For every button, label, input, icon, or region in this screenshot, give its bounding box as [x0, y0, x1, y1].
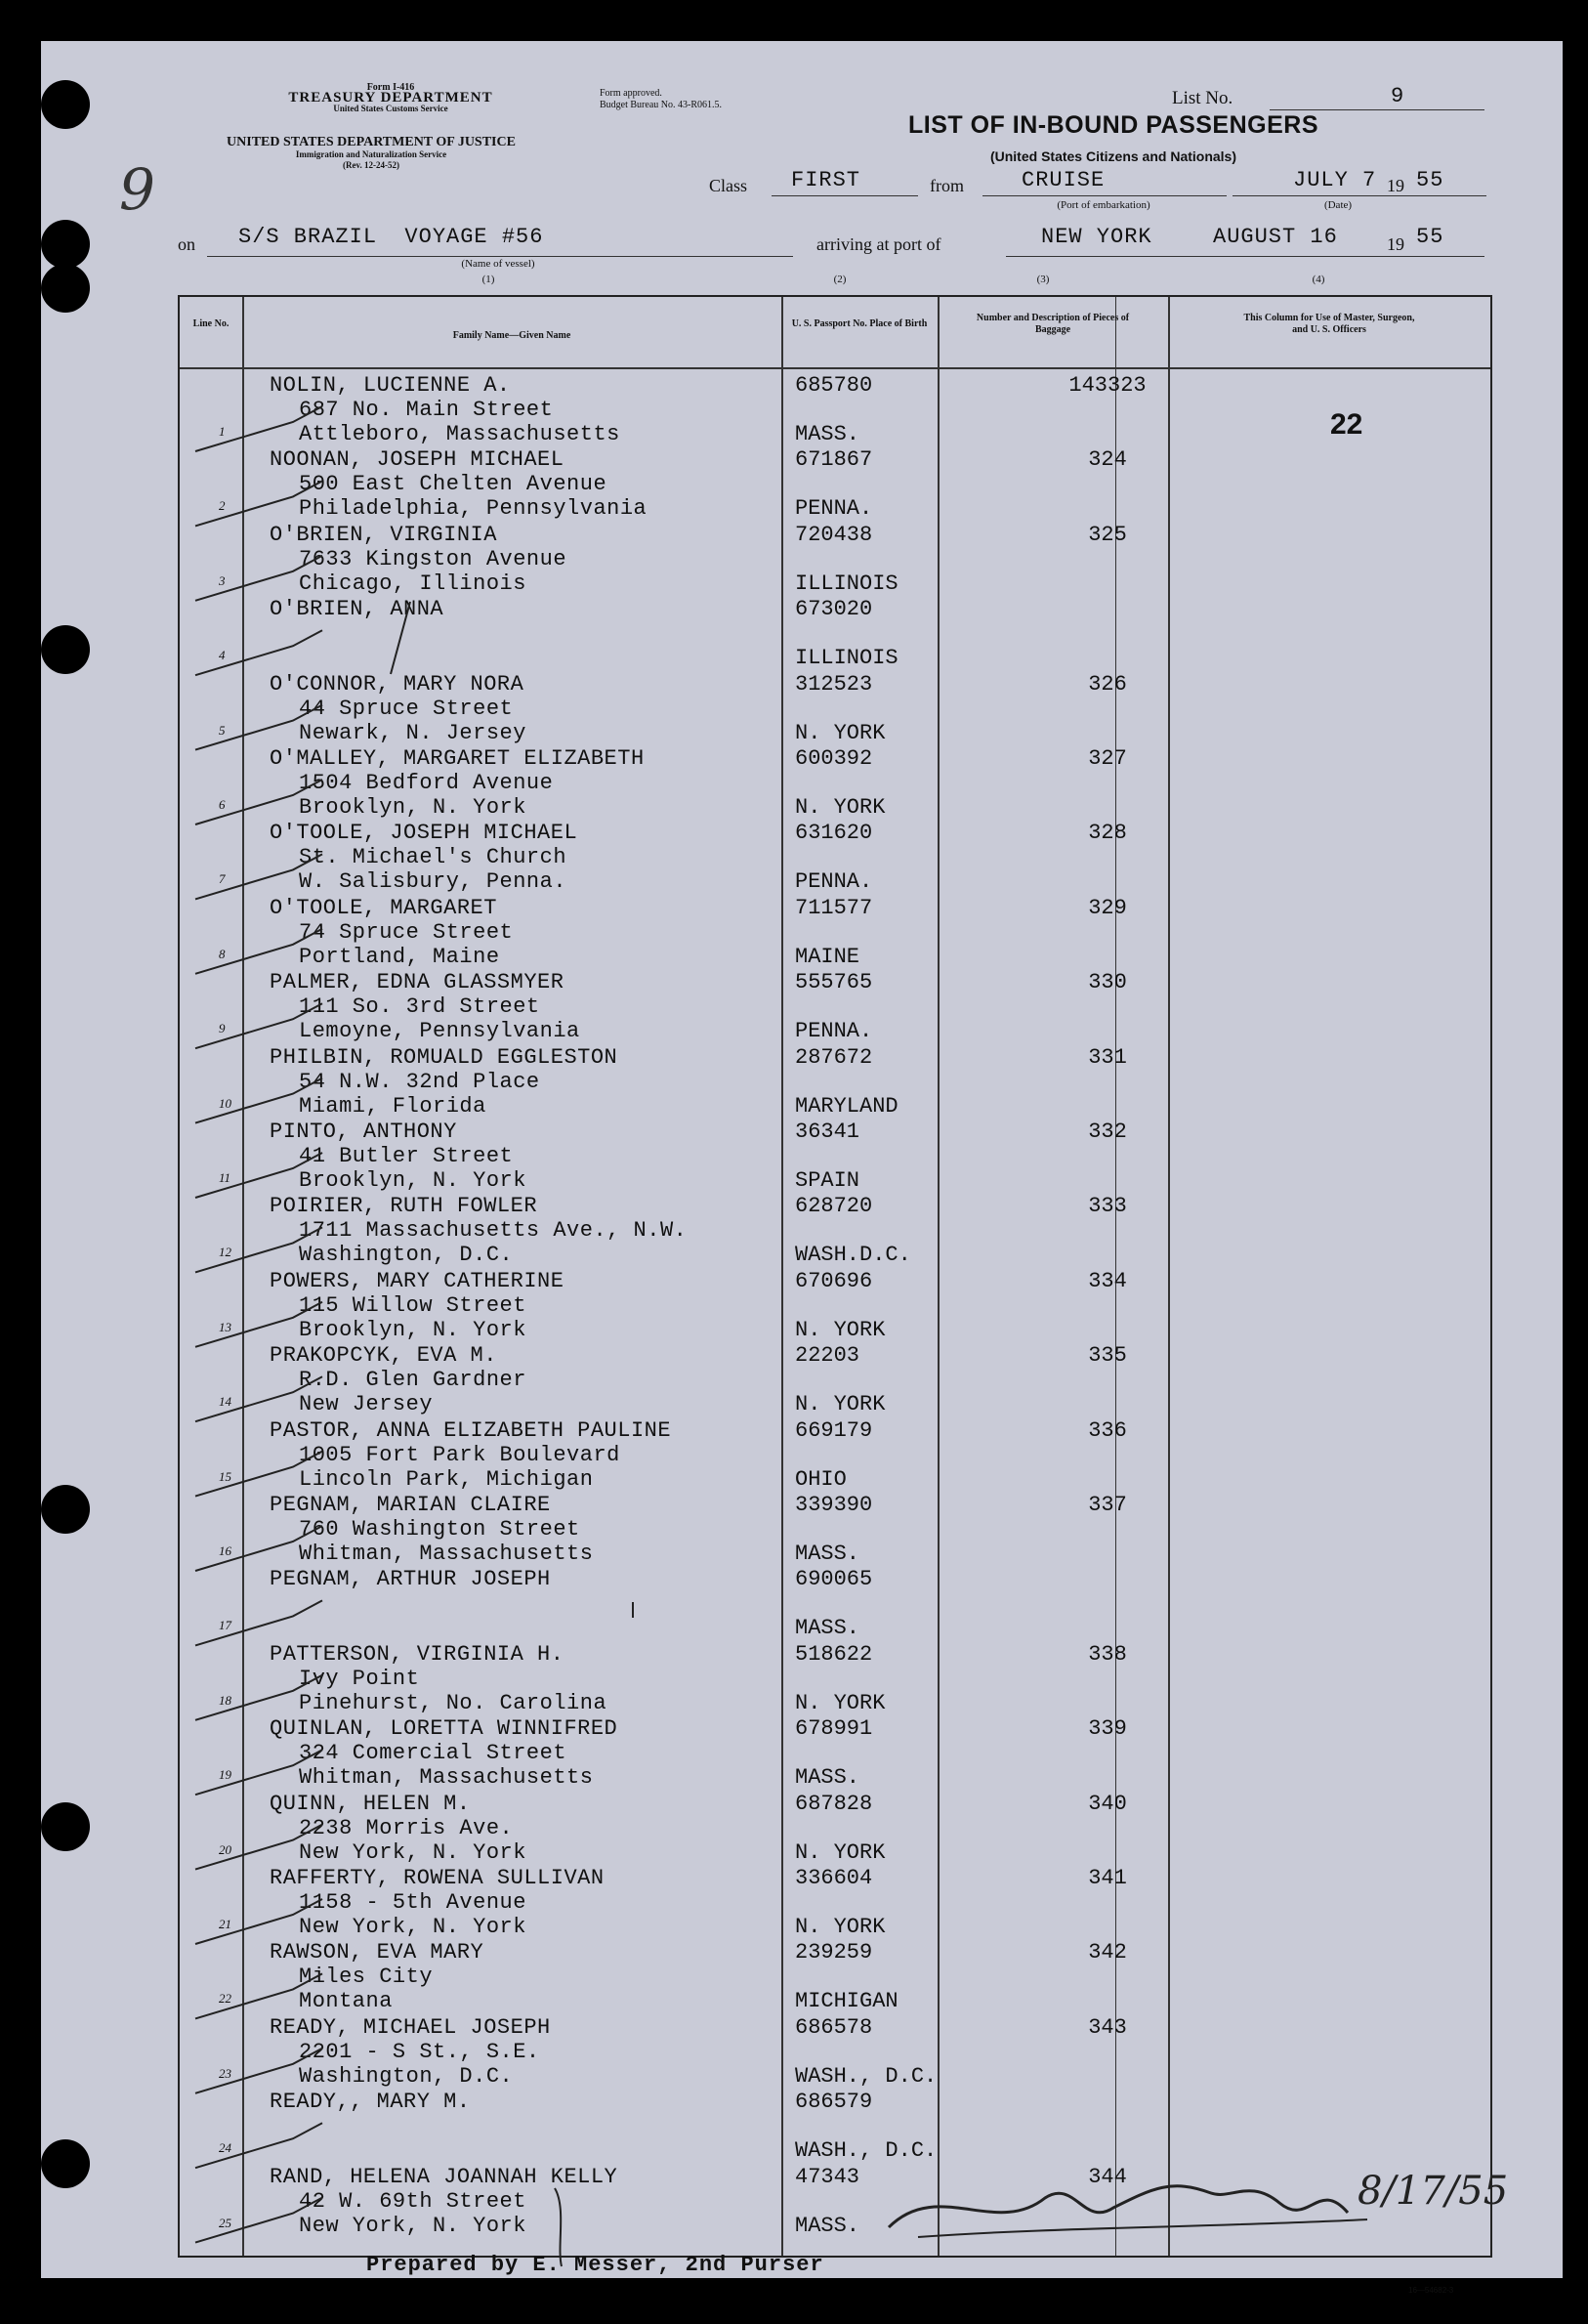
address-street: Ivy Point — [299, 1666, 420, 1691]
checkmark — [195, 1078, 322, 1123]
line-number: 12 — [219, 1245, 231, 1260]
address-city: New York, N. York — [299, 2213, 526, 2238]
place-of-birth: N. YORK — [795, 1839, 886, 1865]
from-label: from — [930, 176, 964, 195]
passport-number: 47343 — [795, 2164, 860, 2189]
approval-line-2: Budget Bureau No. 43-R061.5. — [600, 100, 722, 110]
officer-mark: 22 — [1330, 408, 1363, 441]
checkmark — [195, 406, 322, 451]
passport-number: 690065 — [795, 1567, 873, 1592]
baggage-number: 341 — [1088, 1866, 1127, 1890]
baggage-number: 326 — [1088, 671, 1127, 697]
place-of-birth: PENNA. — [795, 496, 873, 522]
passport-number: 711577 — [795, 895, 873, 920]
checkmark — [195, 1750, 322, 1795]
address-street: 115 Willow Street — [299, 1292, 526, 1318]
checkmark — [195, 705, 322, 750]
address-street: R.D. Glen Gardner — [299, 1368, 526, 1393]
line-number: 20 — [219, 1841, 231, 1857]
checkmark — [195, 780, 322, 824]
checkmark — [195, 1003, 322, 1048]
checkmark — [195, 2198, 322, 2243]
place-of-birth: N. YORK — [795, 720, 886, 745]
family-name: O'TOOLE, MARGARET — [270, 895, 497, 920]
address-street: 1158 - 5th Avenue — [299, 1890, 526, 1915]
place-of-birth: ILLINOIS — [795, 570, 898, 596]
prepared-by: Prepared by E. Messer, 2nd Purser — [366, 2253, 824, 2277]
vessel-name: S/S BRAZIL VOYAGE #56 — [238, 225, 544, 249]
checkmark — [195, 1227, 322, 1272]
place-of-birth: N. YORK — [795, 1317, 886, 1342]
line-number: 17 — [219, 1618, 231, 1633]
address-city: New York, N. York — [299, 1839, 526, 1865]
address-city: New Jersey — [299, 1392, 434, 1417]
line-number: 24 — [219, 2140, 231, 2156]
col-num-1: (1) — [481, 274, 495, 285]
passport-number: 686578 — [795, 2014, 873, 2040]
place-of-birth: WASH.D.C. — [795, 1243, 911, 1268]
address-street: Miles City — [299, 1965, 434, 1990]
print-code: 16—54682-3 — [1408, 2286, 1454, 2295]
baggage-number: 335 — [1088, 1343, 1127, 1369]
passport-number: 678991 — [795, 1716, 873, 1742]
baggage-number: 334 — [1088, 1268, 1127, 1293]
arrival-year-prefix: 19 — [1387, 234, 1404, 254]
place-of-birth: MASS. — [795, 1542, 860, 1566]
family-name: READY,, MARY M. — [270, 2090, 471, 2115]
line-number: 1 — [219, 424, 226, 439]
passport-number: 22203 — [795, 1343, 860, 1369]
line-number: 3 — [219, 572, 226, 588]
passport-number: 631620 — [795, 821, 873, 846]
place-of-birth: MICHIGAN — [795, 1989, 898, 2014]
address-street: 324 Comercial Street — [299, 1741, 567, 1766]
place-of-birth: WASH., D.C. — [795, 2138, 938, 2164]
family-name: O'CONNOR, MARY NORA — [270, 671, 524, 697]
revision: (Rev. 12-24-52) — [343, 160, 399, 170]
baggage-number: 344 — [1088, 2164, 1127, 2189]
passport-number: 720438 — [795, 522, 873, 547]
baggage-number: 342 — [1088, 1940, 1127, 1965]
ins-name: Immigration and Naturalization Service — [295, 149, 447, 159]
address-street: 44 Spruce Street — [299, 696, 514, 721]
checkmark — [195, 1899, 322, 1944]
address-street: 42 W. 69th Street — [299, 2188, 526, 2214]
on-label: on — [178, 234, 195, 254]
place-of-birth: OHIO — [795, 1466, 847, 1492]
place-of-birth: PENNA. — [795, 1019, 873, 1044]
address-street: 7633 Kingston Avenue — [299, 546, 567, 571]
family-name: O'MALLEY, MARGARET ELIZABETH — [270, 746, 645, 771]
place-of-birth: MASS. — [795, 2213, 860, 2238]
passport-number: 685780 — [795, 373, 873, 398]
approval-line-1: Form approved. — [600, 88, 662, 99]
pen-stroke — [391, 602, 410, 674]
family-name: POIRIER, RUTH FOWLER — [270, 1194, 538, 1219]
passport-number: 673020 — [795, 597, 873, 622]
checkmark — [195, 1376, 322, 1421]
line-number: 6 — [219, 797, 226, 812]
line-number: 8 — [219, 946, 226, 961]
address-street: 54 N.W. 32nd Place — [299, 1069, 540, 1094]
address-city: Whitman, Massachusetts — [299, 1765, 594, 1791]
checkmark — [195, 2049, 322, 2093]
address-city: Washington, D.C. — [299, 1243, 514, 1268]
family-name: PALMER, EDNA GLASSMYER — [270, 970, 564, 995]
checkmark — [195, 481, 322, 526]
baggage-number: 332 — [1088, 1120, 1127, 1144]
place-of-birth: N. YORK — [795, 1915, 886, 1939]
baggage-number: 327 — [1088, 746, 1127, 771]
th-passport: U. S. Passport No. Place of Birth — [791, 318, 928, 329]
checkmark — [195, 2123, 322, 2168]
address-city: Whitman, Massachusetts — [299, 1542, 594, 1566]
family-name: PATTERSON, VIRGINIA H. — [270, 1641, 564, 1667]
baggage-number: 143323 — [1068, 373, 1147, 398]
passport-number: 339390 — [795, 1493, 873, 1517]
from-caption: (Port of embarkation) — [1057, 199, 1150, 211]
passport-number: 669179 — [795, 1417, 873, 1443]
departure-date: JULY 7 — [1293, 168, 1377, 192]
checkmark — [195, 1302, 322, 1347]
page-subtitle: (United States Citizens and Nationals) — [989, 148, 1237, 164]
checkmark — [195, 929, 322, 974]
vessel-caption: (Name of vessel) — [461, 258, 535, 270]
line-number: 21 — [219, 1917, 231, 1931]
th-name: Family Name—Given Name — [452, 330, 571, 341]
th-baggage: Number and Description of Pieces of Baggage — [976, 313, 1130, 335]
address-street: St. Michael's Church — [299, 845, 567, 870]
class-value: FIRST — [791, 168, 861, 192]
family-name: PINTO, ANTHONY — [270, 1120, 457, 1144]
col-num-2: (2) — [833, 274, 847, 285]
line-number: 13 — [219, 1319, 231, 1334]
line-number: 25 — [219, 2215, 231, 2230]
place-of-birth: PENNA. — [795, 869, 873, 895]
place-of-birth: N. YORK — [795, 1690, 886, 1715]
passport-number: 518622 — [795, 1641, 873, 1667]
line-number: 11 — [219, 1170, 231, 1185]
arrival-year: 55 — [1416, 225, 1444, 249]
arrival-port: NEW YORK — [1041, 225, 1152, 249]
checkmark — [195, 1973, 322, 2018]
place-of-birth: MASS. — [795, 1765, 860, 1791]
date-caption: (Date) — [1323, 199, 1353, 211]
address-city: Newark, N. Jersey — [299, 720, 526, 745]
line-number: 4 — [219, 648, 226, 663]
address-city: Lemoyne, Pennsylvania — [299, 1019, 580, 1044]
line-number: 2 — [219, 498, 226, 514]
passport-number: 687828 — [795, 1791, 873, 1816]
address-street: 41 Butler Street — [299, 1144, 514, 1168]
arriving-label: arriving at port of — [816, 234, 941, 254]
list-no-label: List No. — [1172, 88, 1233, 108]
line-number: 9 — [219, 1021, 226, 1036]
line-number: 23 — [219, 2065, 231, 2081]
place-of-birth: MASS. — [795, 1616, 860, 1641]
th-line-no: Line No. — [192, 318, 230, 329]
page-title: LIST OF IN-BOUND PASSENGERS — [907, 111, 1318, 139]
departure-year: 55 — [1416, 168, 1444, 192]
checkmark — [195, 1452, 322, 1497]
line-number: 16 — [219, 1543, 231, 1558]
address-city: Portland, Maine — [299, 944, 500, 969]
list-no-value: 9 — [1391, 84, 1404, 108]
address-city: Philadelphia, Pennsylvania — [299, 496, 648, 522]
checkmark — [195, 556, 322, 601]
handwritten-mark: 9 — [119, 156, 155, 223]
address-city: Lincoln Park, Michigan — [299, 1466, 594, 1492]
line-number: 18 — [219, 1692, 231, 1708]
baggage-number: 329 — [1088, 895, 1127, 920]
checkmark — [195, 1153, 322, 1198]
family-name: O'BRIEN, ANNA — [270, 597, 444, 622]
baggage-number: 336 — [1088, 1417, 1127, 1443]
address-street: 760 Washington Street — [299, 1517, 580, 1542]
address-street: 687 No. Main Street — [299, 398, 554, 422]
family-name: PEGNAM, ARTHUR JOSEPH — [270, 1567, 551, 1592]
family-name: RAWSON, EVA MARY — [270, 1940, 484, 1965]
passport-number: 239259 — [795, 1940, 873, 1965]
line-number: 5 — [219, 722, 226, 738]
baggage-number: 343 — [1088, 2014, 1127, 2040]
passport-number: 671867 — [795, 447, 873, 473]
place-of-birth: ILLINOIS — [795, 646, 898, 671]
place-of-birth: N. YORK — [795, 795, 886, 820]
family-name: O'TOOLE, JOSEPH MICHAEL — [270, 821, 578, 846]
class-label: Class — [709, 176, 748, 195]
line-number: 22 — [219, 1991, 231, 2007]
arrival-date: AUGUST 16 — [1213, 225, 1338, 249]
department: TREASURY DEPARTMENT — [288, 90, 493, 106]
passport-number: 628720 — [795, 1194, 873, 1219]
family-name: RAFFERTY, ROWENA SULLIVAN — [270, 1866, 605, 1890]
departure-year-prefix: 19 — [1387, 176, 1404, 195]
passport-number: 670696 — [795, 1268, 873, 1293]
address-city: Attleboro, Massachusetts — [299, 422, 620, 446]
address-city: Brooklyn, N. York — [299, 1317, 526, 1342]
family-name: PRAKOPCYK, EVA M. — [270, 1343, 497, 1369]
family-name: PASTOR, ANNA ELIZABETH PAULINE — [270, 1417, 672, 1443]
address-street: 1504 Bedford Avenue — [299, 771, 554, 795]
family-name: QUINLAN, LORETTA WINNIFRED — [270, 1716, 618, 1742]
place-of-birth: MASS. — [795, 422, 860, 446]
baggage-number: 333 — [1088, 1194, 1127, 1219]
address-city: Pinehurst, No. Carolina — [299, 1690, 607, 1715]
address-city: Washington, D.C. — [299, 2063, 514, 2089]
checkmark — [195, 1825, 322, 1870]
place-of-birth: MAINE — [795, 944, 860, 969]
baggage-number: 324 — [1088, 447, 1127, 473]
baggage-number: 330 — [1088, 970, 1127, 995]
family-name: POWERS, MARY CATHERINE — [270, 1268, 564, 1293]
address-city: Brooklyn, N. York — [299, 1168, 526, 1193]
line-number: 19 — [219, 1767, 231, 1783]
checkmark — [195, 630, 322, 675]
line-number: 7 — [219, 871, 226, 887]
line-number: 14 — [219, 1394, 231, 1410]
address-city: Brooklyn, N. York — [299, 795, 526, 820]
address-street: 2238 Morris Ave. — [299, 1815, 514, 1840]
place-of-birth: N. YORK — [795, 1392, 886, 1417]
line-number: 15 — [219, 1468, 231, 1484]
doj-name: UNITED STATES DEPARTMENT OF JUSTICE — [227, 135, 516, 149]
passport-number: 36341 — [795, 1120, 860, 1144]
family-name: O'BRIEN, VIRGINIA — [270, 522, 497, 547]
place-of-birth: SPAIN — [795, 1168, 860, 1193]
family-name: PHILBIN, ROMUALD EGGLESTON — [270, 1044, 618, 1070]
passport-number: 600392 — [795, 746, 873, 771]
checkmark — [195, 1675, 322, 1720]
address-street: 74 Spruce Street — [299, 919, 514, 945]
address-street: 2201 - S St., S.E. — [299, 2039, 540, 2064]
family-name: QUINN, HELEN M. — [270, 1791, 471, 1816]
address-street: 500 East Chelten Avenue — [299, 472, 607, 497]
address-city: Montana — [299, 1989, 393, 2014]
passport-number: 336604 — [795, 1866, 873, 1890]
bureau: United States Customs Service — [333, 104, 448, 113]
address-city: New York, N. York — [299, 1915, 526, 1939]
signature-date: 8/17/55 — [1358, 2169, 1509, 2214]
passport-number: 555765 — [795, 970, 873, 995]
col-num-4: (4) — [1312, 274, 1325, 285]
family-name: PEGNAM, MARIAN CLAIRE — [270, 1493, 551, 1517]
baggage-number: 338 — [1088, 1641, 1127, 1667]
address-city: Miami, Florida — [299, 1093, 486, 1119]
baggage-number: 331 — [1088, 1044, 1127, 1070]
baggage-number: 339 — [1088, 1716, 1127, 1742]
baggage-number: 340 — [1088, 1791, 1127, 1816]
line-number: 10 — [219, 1095, 231, 1111]
form-number: Form I-416 — [366, 82, 415, 93]
passport-number: 686579 — [795, 2090, 873, 2115]
passport-number: 287672 — [795, 1044, 873, 1070]
place-of-birth: WASH., D.C. — [795, 2063, 938, 2089]
th-officers: This Column for Use of Master, Surgeon, and U. S. Officers — [1243, 313, 1415, 335]
family-name: NOLIN, LUCIENNE A. — [270, 373, 511, 398]
address-city: Chicago, Illinois — [299, 570, 526, 596]
address-city: W. Salisbury, Penna. — [299, 869, 567, 895]
address-street: 111 So. 3rd Street — [299, 994, 540, 1020]
address-street: 1005 Fort Park Boulevard — [299, 1442, 620, 1467]
baggage-number: 325 — [1088, 522, 1127, 547]
family-name: READY, MICHAEL JOSEPH — [270, 2014, 551, 2040]
address-street: 1711 Massachusetts Ave., N.W. — [299, 1218, 688, 1244]
family-name: NOONAN, JOSEPH MICHAEL — [270, 447, 564, 473]
family-name: RAND, HELENA JOANNAH KELLY — [270, 2164, 618, 2189]
place-of-birth: MARYLAND — [795, 1093, 898, 1119]
checkmark — [195, 1600, 322, 1645]
passport-number: 312523 — [795, 671, 873, 697]
checkmark — [195, 1526, 322, 1571]
baggage-number: 337 — [1088, 1493, 1127, 1517]
baggage-number: 328 — [1088, 821, 1127, 846]
from-value: CRUISE — [1022, 168, 1106, 192]
col-num-3: (3) — [1036, 274, 1050, 285]
checkmark — [195, 854, 322, 899]
